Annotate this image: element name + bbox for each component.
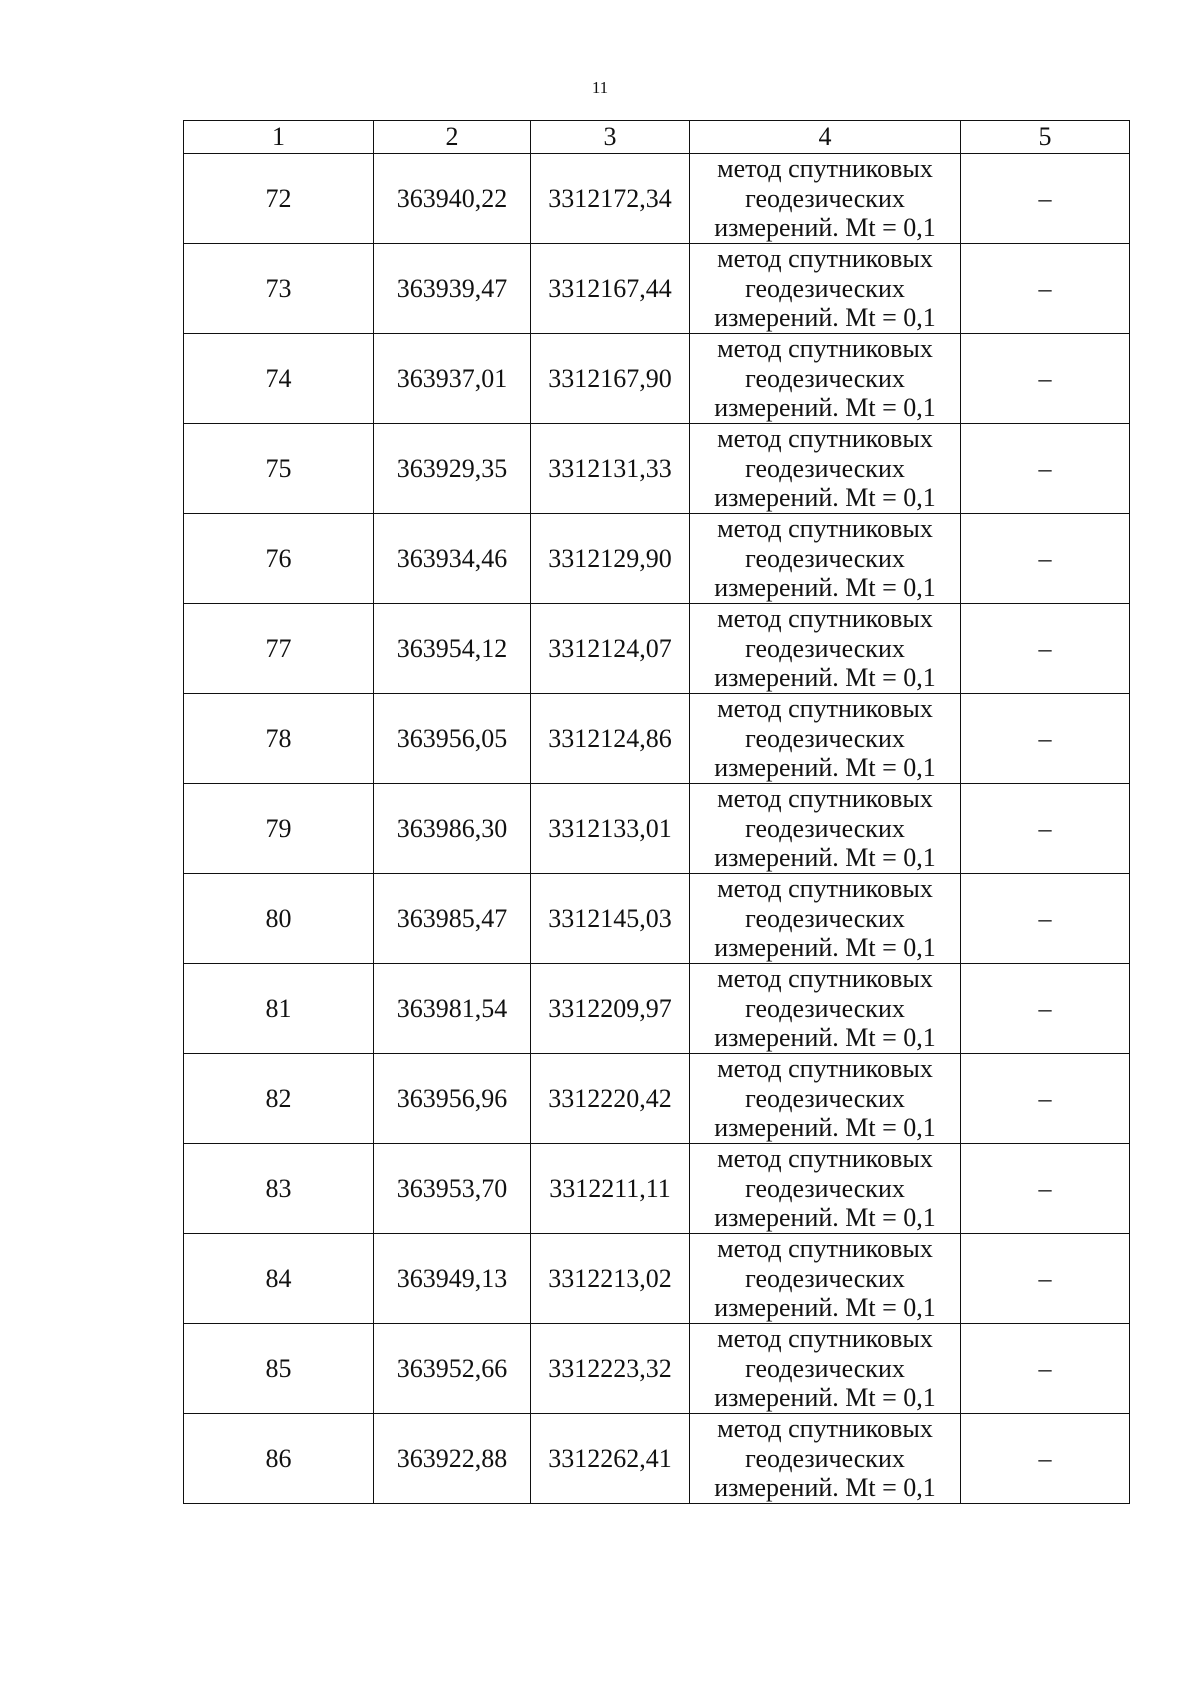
method-cell: [690, 874, 961, 964]
table-row: [184, 964, 1130, 1054]
point-number-cell: 72: [184, 154, 374, 244]
method-cell: [690, 514, 961, 604]
y-coordinate-cell: 3312124,07: [531, 604, 690, 694]
method-line: метод спутниковых: [717, 1414, 933, 1444]
method-line: измерений. Mt = 0,1: [714, 1113, 936, 1143]
method-line: измерений. Mt = 0,1: [714, 1203, 936, 1233]
table-row: [184, 1234, 1130, 1324]
x-coordinate-cell: 363981,54: [374, 964, 531, 1054]
method-line: геодезических: [745, 183, 905, 213]
y-coordinate-cell: 3312124,86: [531, 694, 690, 784]
column-header-5: 5: [961, 121, 1130, 154]
column-header-2: 2: [374, 121, 531, 154]
method-cell: [690, 424, 961, 514]
method-cell: [690, 1144, 961, 1234]
method-line: метод спутниковых: [717, 1234, 933, 1264]
table-row: [184, 874, 1130, 964]
note-cell: –: [961, 1234, 1130, 1324]
table-row: [184, 334, 1130, 424]
method-cell: [690, 964, 961, 1054]
method-line: измерений. Mt = 0,1: [714, 663, 936, 693]
method-line: метод спутниковых: [717, 1144, 933, 1174]
point-number-cell: 73: [184, 244, 374, 334]
method-line: измерений. Mt = 0,1: [714, 213, 936, 243]
method-line: измерений. Mt = 0,1: [714, 1383, 936, 1413]
method-line: геодезических: [745, 1443, 905, 1473]
point-number-cell: 80: [184, 874, 374, 964]
method-line: геодезических: [745, 543, 905, 573]
note-cell: –: [961, 514, 1130, 604]
method-line: геодезических: [745, 363, 905, 393]
method-line: метод спутниковых: [717, 964, 933, 994]
coordinates-table: [183, 120, 1130, 1504]
method-cell: [690, 1234, 961, 1324]
x-coordinate-cell: 363952,66: [374, 1324, 531, 1414]
method-line: измерений. Mt = 0,1: [714, 1473, 936, 1503]
method-line: геодезических: [745, 1353, 905, 1383]
note-cell: –: [961, 334, 1130, 424]
method-line: измерений. Mt = 0,1: [714, 933, 936, 963]
column-header-1: 1: [184, 121, 374, 154]
y-coordinate-cell: 3312262,41: [531, 1414, 690, 1504]
note-cell: –: [961, 1144, 1130, 1234]
table-row: [184, 694, 1130, 784]
method-line: метод спутниковых: [717, 334, 933, 364]
method-line: измерений. Mt = 0,1: [714, 1023, 936, 1053]
point-number-cell: 76: [184, 514, 374, 604]
method-line: геодезических: [745, 633, 905, 663]
method-line: геодезических: [745, 1263, 905, 1293]
point-number-cell: 75: [184, 424, 374, 514]
y-coordinate-cell: 3312131,33: [531, 424, 690, 514]
table-row: [184, 1414, 1130, 1504]
x-coordinate-cell: 363929,35: [374, 424, 531, 514]
column-header-3: 3: [531, 121, 690, 154]
method-line: геодезических: [745, 993, 905, 1023]
point-number-cell: 82: [184, 1054, 374, 1144]
method-line: метод спутниковых: [717, 874, 933, 904]
method-cell: [690, 1324, 961, 1414]
point-number-cell: 77: [184, 604, 374, 694]
table-row: [184, 424, 1130, 514]
point-number-cell: 78: [184, 694, 374, 784]
note-cell: –: [961, 964, 1130, 1054]
method-cell: [690, 1054, 961, 1144]
method-line: метод спутниковых: [717, 694, 933, 724]
note-cell: –: [961, 1414, 1130, 1504]
method-line: измерений. Mt = 0,1: [714, 303, 936, 333]
x-coordinate-cell: 363934,46: [374, 514, 531, 604]
method-line: метод спутниковых: [717, 244, 933, 274]
method-cell: [690, 694, 961, 784]
y-coordinate-cell: 3312129,90: [531, 514, 690, 604]
method-line: геодезических: [745, 813, 905, 843]
method-cell: [690, 334, 961, 424]
method-line: измерений. Mt = 0,1: [714, 483, 936, 513]
method-line: измерений. Mt = 0,1: [714, 843, 936, 873]
method-cell: [690, 604, 961, 694]
method-line: геодезических: [745, 273, 905, 303]
x-coordinate-cell: 363956,05: [374, 694, 531, 784]
column-header-4: 4: [690, 121, 961, 154]
x-coordinate-cell: 363922,88: [374, 1414, 531, 1504]
point-number-cell: 84: [184, 1234, 374, 1324]
table-header-row: [184, 121, 1130, 154]
method-line: метод спутниковых: [717, 784, 933, 814]
point-number-cell: 85: [184, 1324, 374, 1414]
note-cell: –: [961, 244, 1130, 334]
x-coordinate-cell: 363986,30: [374, 784, 531, 874]
y-coordinate-cell: 3312211,11: [531, 1144, 690, 1234]
y-coordinate-cell: 3312172,34: [531, 154, 690, 244]
y-coordinate-cell: 3312223,32: [531, 1324, 690, 1414]
method-line: измерений. Mt = 0,1: [714, 573, 936, 603]
table-row: [184, 154, 1130, 244]
note-cell: –: [961, 1054, 1130, 1144]
method-line: геодезических: [745, 453, 905, 483]
method-line: метод спутниковых: [717, 1324, 933, 1354]
x-coordinate-cell: 363949,13: [374, 1234, 531, 1324]
point-number-cell: 83: [184, 1144, 374, 1234]
note-cell: –: [961, 1324, 1130, 1414]
table-row: [184, 1054, 1130, 1144]
method-line: измерений. Mt = 0,1: [714, 1293, 936, 1323]
method-line: метод спутниковых: [717, 424, 933, 454]
method-line: метод спутниковых: [717, 604, 933, 634]
method-line: измерений. Mt = 0,1: [714, 753, 936, 783]
table-row: [184, 244, 1130, 334]
method-line: метод спутниковых: [717, 514, 933, 544]
y-coordinate-cell: 3312209,97: [531, 964, 690, 1054]
x-coordinate-cell: 363937,01: [374, 334, 531, 424]
x-coordinate-cell: 363956,96: [374, 1054, 531, 1144]
x-coordinate-cell: 363954,12: [374, 604, 531, 694]
y-coordinate-cell: 3312145,03: [531, 874, 690, 964]
table-row: [184, 514, 1130, 604]
method-line: геодезических: [745, 1083, 905, 1113]
method-line: метод спутниковых: [717, 1054, 933, 1084]
table-row: [184, 1324, 1130, 1414]
method-line: геодезических: [745, 1173, 905, 1203]
table-row: [184, 1144, 1130, 1234]
point-number-cell: 79: [184, 784, 374, 874]
y-coordinate-cell: 3312220,42: [531, 1054, 690, 1144]
method-line: геодезических: [745, 903, 905, 933]
method-line: геодезических: [745, 723, 905, 753]
x-coordinate-cell: 363940,22: [374, 154, 531, 244]
method-cell: [690, 784, 961, 874]
table-row: [184, 784, 1130, 874]
point-number-cell: 81: [184, 964, 374, 1054]
page-number: 11: [591, 78, 609, 97]
y-coordinate-cell: 3312167,44: [531, 244, 690, 334]
note-cell: –: [961, 154, 1130, 244]
y-coordinate-cell: 3312133,01: [531, 784, 690, 874]
method-line: измерений. Mt = 0,1: [714, 393, 936, 423]
table-row: [184, 604, 1130, 694]
table-body: [184, 154, 1130, 1504]
x-coordinate-cell: 363939,47: [374, 244, 531, 334]
point-number-cell: 74: [184, 334, 374, 424]
note-cell: –: [961, 424, 1130, 514]
point-number-cell: 86: [184, 1414, 374, 1504]
method-cell: [690, 244, 961, 334]
x-coordinate-cell: 363953,70: [374, 1144, 531, 1234]
note-cell: –: [961, 874, 1130, 964]
y-coordinate-cell: 3312213,02: [531, 1234, 690, 1324]
x-coordinate-cell: 363985,47: [374, 874, 531, 964]
method-cell: [690, 154, 961, 244]
note-cell: –: [961, 604, 1130, 694]
method-cell: [690, 1414, 961, 1504]
method-line: метод спутниковых: [717, 154, 933, 184]
note-cell: –: [961, 784, 1130, 874]
y-coordinate-cell: 3312167,90: [531, 334, 690, 424]
note-cell: –: [961, 694, 1130, 784]
